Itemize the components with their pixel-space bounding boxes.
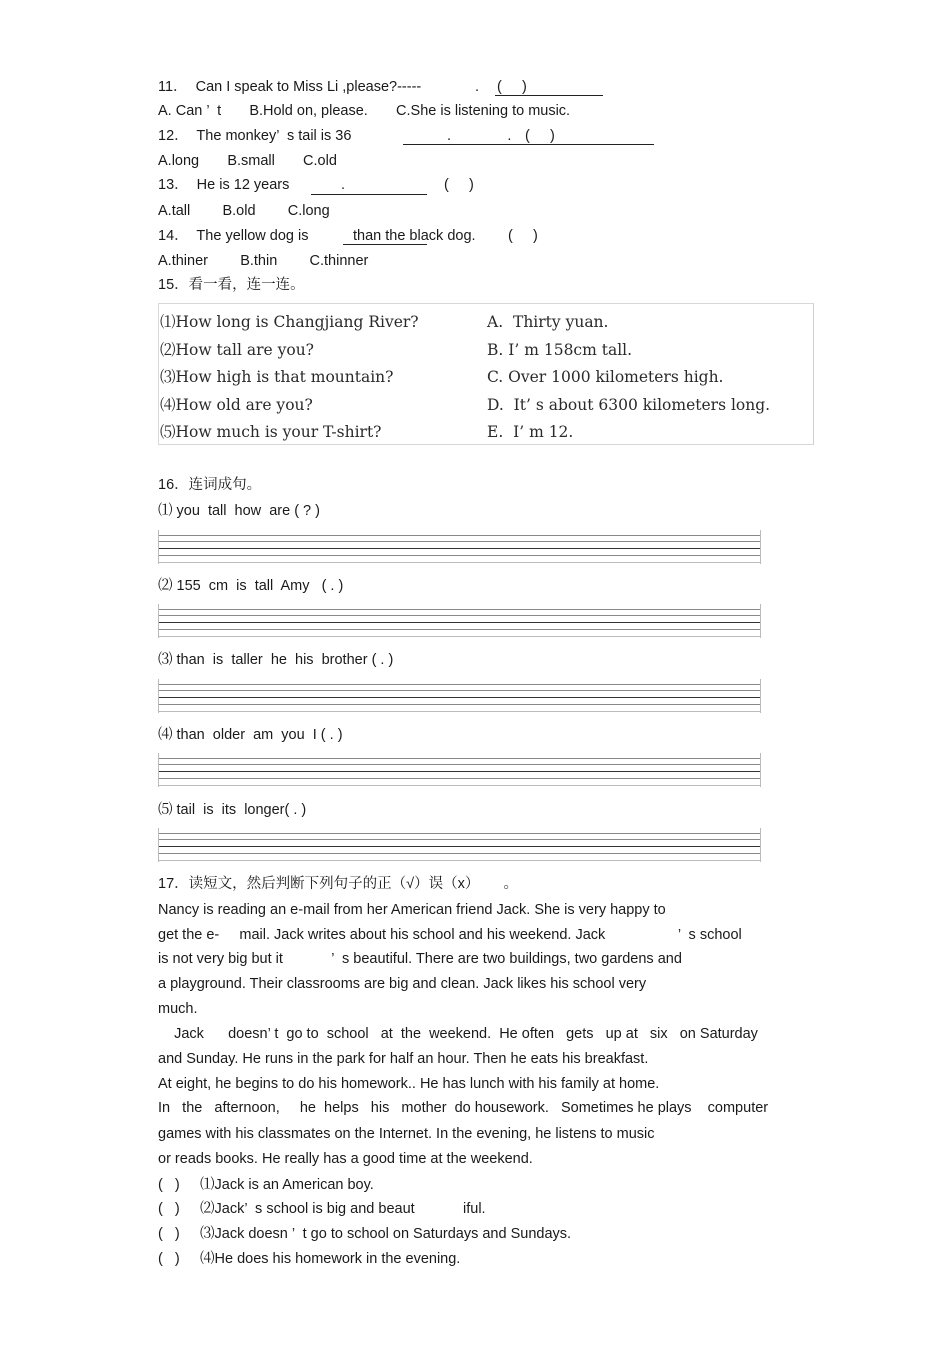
q14-stem: 14． The yellow dog is [158,228,309,244]
match-answer: D. It’ s about 6300 kilometers long. [487,396,771,414]
scramble-item: ⑶ than is taller he his brother ( . ) [158,652,394,668]
q17-title: 17．读短文，然后判断下列句子的正（√）误（x） 。 [158,876,519,892]
match-question: ⑴How long is Changjiang River? [160,313,419,331]
writing-lines[interactable] [158,828,761,862]
judgment-statement: ⑶Jack doesn ’ t go to school on Saturdays and Sundays. [200,1226,572,1242]
passage-line: and Sunday. He runs in the park for half an hour. Then he eats his breakfast. [158,1051,649,1067]
q11-answer-line [495,95,603,96]
q13-paren[interactable]: ( ) [444,177,474,193]
passage-line: Jack doesn’ t go to school at the weekend. He often gets up at six on Saturday [158,1026,758,1042]
passage-line: much. [158,1001,198,1017]
writing-lines[interactable] [158,679,761,713]
scramble-item: ⑷ than older am you I ( . ) [158,727,343,743]
judgment-paren[interactable]: ( ) [158,1251,180,1267]
q11-stem: 11． Can I speak to Miss Li ,please?----- [158,79,422,95]
passage-line: games with his classmates on the Internet. In the evening, he listens to music [158,1126,655,1142]
passage-line: Nancy is reading an e-mail from her American friend Jack. She is very happy to [158,902,666,918]
q12-answer-line [403,144,654,145]
passage-line: At eight, he begins to do his homework.. He has lunch with his family at home. [158,1076,660,1092]
judgment-paren[interactable]: ( ) [158,1177,180,1193]
q12-dots: . . [447,128,512,144]
writing-lines[interactable] [158,753,761,787]
q16-title: 16．连词成句。 [158,477,262,493]
q12-options: A.long B.small C.old [158,153,337,169]
passage-line: or reads books. He really has a good time at the weekend. [158,1151,533,1167]
match-answer: A. Thirty yuan. [487,313,609,331]
passage-line: a playground. Their classrooms are big and clean. Jack likes his school very [158,976,647,992]
passage-line: is not very big but it ’ s beautiful. There are two buildings, two gardens and [158,951,682,967]
match-answer: E. I’ m 12. [487,423,574,441]
passage-line: get the e- mail. Jack writes about his school and his weekend. Jack ’ s school [158,927,742,943]
q14-options: A.thiner B.thin C.thinner [158,253,369,269]
match-question: ⑸How much is your T-shirt? [160,423,382,441]
q14-fill-text: than the black dog. [353,228,476,244]
scramble-item: ⑴ you tall how are ( ? ) [158,503,320,519]
q11-paren[interactable]: ( ) [497,79,527,95]
match-question: ⑷How old are you? [160,396,313,414]
writing-lines[interactable] [158,530,761,564]
judgment-statement: ⑵Jack’ s school is big and beaut iful. [200,1201,486,1217]
q13-stem: 13． He is 12 years [158,177,290,193]
match-question: ⑵How tall are you? [160,341,314,359]
writing-lines[interactable] [158,604,761,638]
judgment-statement: ⑴Jack is an American boy. [200,1177,374,1193]
passage-line: In the afternoon, he helps his mother do housework. Sometimes he plays computer [158,1100,769,1116]
judgment-statement: ⑷He does his homework in the evening. [200,1251,461,1267]
match-answer: C. Over 1000 kilometers high. [487,368,724,386]
judgment-paren[interactable]: ( ) [158,1226,180,1242]
match-question: ⑶How high is that mountain? [160,368,394,386]
match-answer: B. I’ m 158cm tall. [487,341,633,359]
q12-paren[interactable]: ( ) [525,128,555,144]
q13-dot: . [341,177,346,193]
q13-options: A.tall B.old C.long [158,203,330,219]
q14-paren[interactable]: ( ) [508,228,538,244]
q11-options: A. Can ’ t B.Hold on, please. C.She is listening to music. [158,103,571,119]
judgment-paren[interactable]: ( ) [158,1201,180,1217]
q12-stem: 12． The monkey’ s tail is 36 [158,128,352,144]
q13-answer-line [311,194,427,195]
q11-dot: . [475,79,480,95]
scramble-item: ⑵ 155 cm is tall Amy ( . ) [158,578,344,594]
q15-title: 15．看一看，连一连。 [158,277,305,293]
scramble-item: ⑸ tail is its longer( . ) [158,802,307,818]
